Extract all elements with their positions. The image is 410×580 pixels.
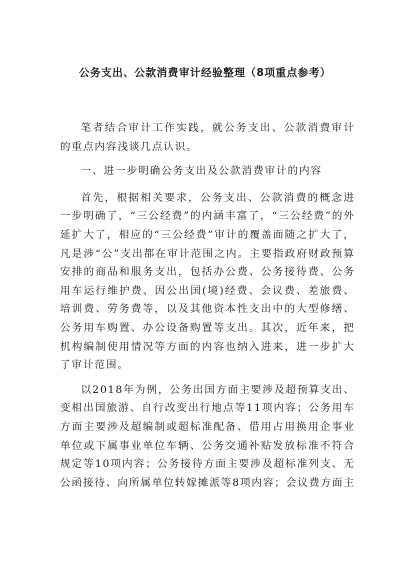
document-body — [60, 119, 355, 498]
body-paragraph: 以2018年为例，公务出国方面主要涉及超预算支出、变相出国旅游、自行改变出行地点等11项内容；公务用车方面主要涉及超编制或超标准配备、借用占用换用企事业单位或下属事业单位车辆、公务交通补贴发放标准不符合规定等10项内容；公务接待方面主要涉及超标准列支、无公函接待、向所属单位转嫁摊派等8项内容；会议费方面主 — [60, 383, 355, 489]
section-heading: 一、进一步明确公务支出及公款消费审计的内容 — [80, 165, 323, 178]
intro-paragraph: 笔者结合审计工作实践，就公务支出、公款消费审计的重点内容浅谈几点认识。 — [60, 122, 355, 153]
document-title: 公务支出、公款消费审计经验整理（8项重点参考） — [78, 67, 332, 79]
body-paragraph: 首先，根据相关要求，公务支出、公款消费的概念进一步明确了，“三公经费”的内涵丰富了，“三公经费”的外延扩大了，相应的“三公经费”审计的覆盖面随之扩大了，凡是涉“公”支出都在审计范围之内。主要指政府财政预算安排的商品和服务支出，包括办公费、公务接待费、公务用车运行维护费、因公出国(境)经费、会议费、差旅费、培训费、劳务费等，以及其他资本性支出中的大型修缮、公务用车购置、办公设备购置等支出。其次，近年来，把机构编制使用情况等方面的内容也纳入进来，进一步扩大了审计范围。 — [60, 191, 355, 372]
